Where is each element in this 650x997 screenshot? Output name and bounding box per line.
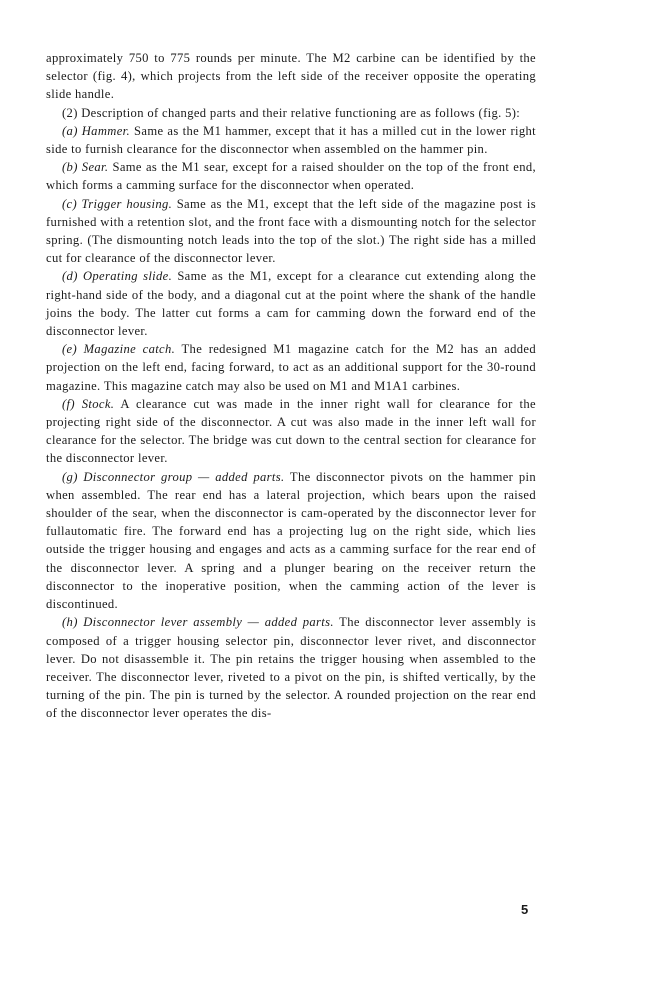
paragraph-text: Same as the M1 hammer, except that it has a milled cut in the lower right side to furnish clearance for the disconnector when assembled on the hammer pin. xyxy=(46,123,537,157)
body-text xyxy=(46,49,536,723)
paragraph-label: (a) Hammer. xyxy=(62,123,131,138)
paragraph-text: (2) Description of changed parts and their relative functioning are as follows (fig. 5): xyxy=(62,105,521,120)
paragraph-description xyxy=(46,104,536,122)
paragraph-sear xyxy=(46,158,536,194)
paragraph-operating-slide xyxy=(46,267,536,340)
paragraph-label: (h) Disconnector lever assembly — added parts. xyxy=(62,615,334,630)
paragraph-disconnector-group xyxy=(46,468,536,614)
paragraph-label: (d) Operating slide. xyxy=(62,269,173,284)
paragraph-label: (c) Trigger housing. xyxy=(62,196,173,211)
paragraph-stock xyxy=(46,395,536,468)
paragraph-continuation xyxy=(46,49,536,104)
paragraph-text: A clearance cut was made in the inner right wall for clearance for the projecting right side of the disconnector. A cut was also made in the inner left wall for clearance for the selector. The bridge was cut down to the central section for clearance for the disconnector lever. xyxy=(46,396,536,466)
paragraph-label: (g) Disconnector group — added parts. xyxy=(62,469,285,484)
paragraph-trigger-housing xyxy=(46,195,536,268)
paragraph-label: (b) Sear. xyxy=(62,160,109,175)
paragraph-text: approximately 750 to 775 rounds per minute. The M2 carbine can be identified by the selector (fig. 4), which projects from the left side of the receiver opposite the operating slide handle. xyxy=(46,51,536,102)
paragraph-text: Same as the M1 sear, except for a raised shoulder on the top of the front end, which forms a camming surface for the disconnector when operated. xyxy=(46,160,537,193)
paragraph-text: Same as the M1, except that the left side of the magazine post is furnished with a retention slot, and the front face with a dismounting notch for the selector spring. (The dismounting notch leads into the top of the slot.) The right side has a milled cut for clearance of the disconnector lever. xyxy=(46,196,536,266)
paragraph-hammer xyxy=(46,122,536,158)
paragraph-text: The redesigned M1 magazine catch for the M2 has an added projection on the left end, facing forward, to act as an additional support for the 30-round magazine. This magazine catch may also be used on M1 and M1A1 carbines. xyxy=(46,342,536,393)
paragraph-text: Same as the M1, except for a clearance cut extending along the right-hand side of the body, and a diagonal cut at the point where the shank of the handle joins the body. The latter cut forms a cam for camming down the forward end of the disconnector lever. xyxy=(46,269,537,339)
paragraph-label: (f) Stock. xyxy=(62,396,115,411)
paragraph-text: The disconnector lever assembly is composed of a trigger housing selector pin, disconnector lever rivet, and disconnector lever. Do not disassemble it. The pin retains the trigger housing when assembled to the receiver. The disconnector lever, riveted to a pivot on the pin, is shifted vertically, by the turning of the pin. The pin is turned by the selector. A rounded projection on the rear end of the disconnector lever operates the dis- xyxy=(46,615,537,721)
paragraph-magazine-catch xyxy=(46,340,536,395)
page-number: 5 xyxy=(521,902,529,917)
paragraph-disconnector-lever xyxy=(46,613,536,722)
paragraph-label: (e) Magazine catch. xyxy=(62,342,176,357)
paragraph-text: The disconnector pivots on the hammer pin when assembled. The rear end has a lateral projection, which bears upon the raised shoulder of the sear, when the disconnector is cam-operated by the disconnector lever for fullautomatic fire. The forward end has a projecting lug on the right side, which lies outside the trigger housing and engages and acts as a camming surface for the rear end of the disconnector lever. A spring and a plunger bearing on the receiver return the disconnector to the inoperative position, when the camming action of the lever is discontinued. xyxy=(46,469,536,612)
